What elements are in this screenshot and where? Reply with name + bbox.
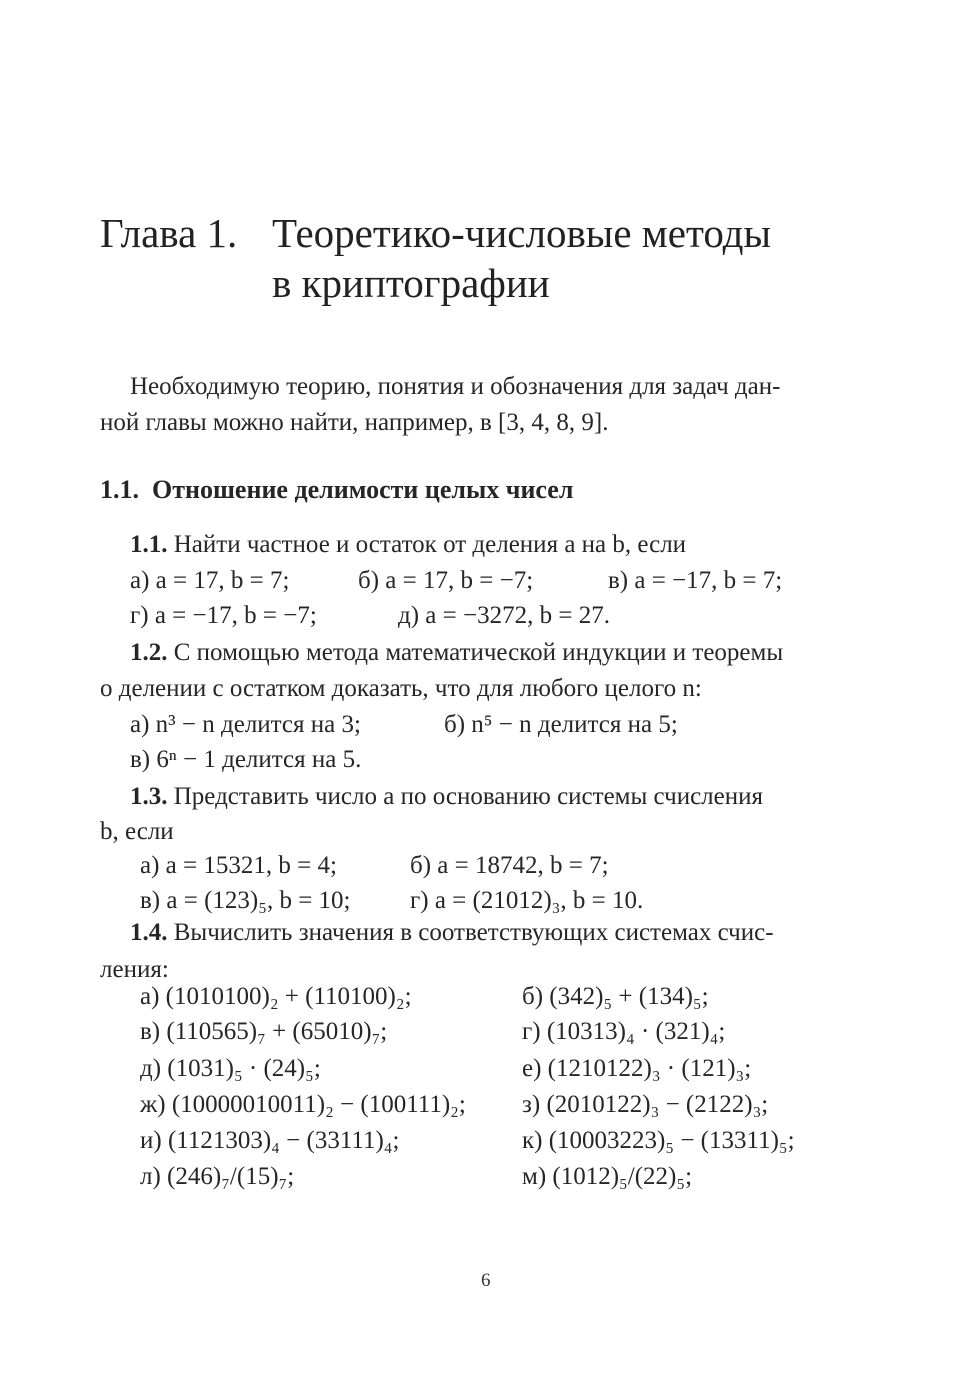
- problem-1-1-statement: [130, 530, 686, 560]
- section-number: 1.1.: [100, 475, 139, 504]
- chapter-title-line2: в криптографии: [272, 260, 550, 306]
- problem-text: Вычислить значения в соответствующих системах счис-: [173, 919, 774, 946]
- problem-1-4-line2: ления:: [100, 956, 169, 983]
- problem-1-3-item-c: в) a = (123)₅, b = 10;: [140, 887, 351, 914]
- intro-line1: Необходимую теорию, понятия и обозначения для задач дан-: [130, 373, 781, 400]
- problem-1-2-item-c: в) 6ⁿ − 1 делится на 5.: [130, 746, 362, 773]
- problem-1-4-item-k: л) (246)₇/(15)₇;: [140, 1163, 295, 1190]
- problem-text: Найти частное и остаток от деления a на b, если: [173, 531, 687, 558]
- problem-1-3-statement: [130, 782, 763, 812]
- problem-number: 1.4.: [130, 919, 168, 946]
- problem-number: 1.2.: [130, 639, 168, 666]
- problem-1-1-item-a: а) a = 17, b = 7;: [130, 567, 290, 594]
- section-heading: [100, 475, 573, 505]
- chapter-label: Глава 1.: [100, 210, 238, 256]
- problem-1-1-item-e: д) a = −3272, b = 27.: [398, 602, 610, 629]
- problem-number: 1.3.: [130, 783, 168, 810]
- problem-1-2-line2: о делении с остатком доказать, что для любого целого n:: [100, 675, 702, 702]
- problem-1-1-item-c: в) a = −17, b = 7;: [608, 567, 783, 594]
- problem-1-4-item-g: ж) (10000010011)₂ − (100111)₂;: [140, 1091, 466, 1118]
- problem-text: С помощью метода математической индукции и теоремы: [173, 639, 784, 666]
- problem-1-1-item-d: г) a = −17, b = −7;: [130, 602, 317, 629]
- problem-1-2-statement: [130, 638, 783, 668]
- problem-1-3-item-a: а) a = 15321, b = 4;: [140, 852, 337, 879]
- problem-1-4-item-b: б) (342)₅ + (134)₅;: [522, 983, 709, 1010]
- problem-1-4-item-h: з) (2010122)₃ − (2122)₃;: [522, 1091, 769, 1118]
- problem-1-4-item-j: к) (10003223)₅ − (13311)₅;: [522, 1127, 795, 1154]
- problem-1-4-item-c: в) (110565)₇ + (65010)₇;: [140, 1018, 388, 1045]
- problem-1-4-item-e: д) (1031)₅ · (24)₅;: [140, 1055, 321, 1082]
- problem-1-3-line2: b, если: [100, 818, 174, 845]
- problem-1-4-statement: [130, 918, 774, 948]
- problem-1-3-item-b: б) a = 18742, b = 7;: [410, 852, 609, 879]
- problem-1-3-item-d: г) a = (21012)₃, b = 10.: [410, 887, 644, 914]
- problem-1-4-item-a: а) (1010100)₂ + (110100)₂;: [140, 983, 412, 1010]
- problem-1-4-item-d: г) (10313)₄ · (321)₄;: [522, 1018, 726, 1045]
- problem-1-4-item-l: м) (1012)₅/(22)₅;: [522, 1163, 693, 1190]
- problem-1-2-item-b: б) n⁵ − n делится на 5;: [444, 711, 678, 738]
- section-title: Отношение делимости целых чисел: [152, 475, 574, 504]
- page-number: 6: [481, 1270, 491, 1291]
- intro-line2: ной главы можно найти, например, в [3, 4, 8, 9].: [100, 409, 609, 436]
- problem-number: 1.1.: [130, 531, 168, 558]
- problem-1-4-item-f: е) (1210122)₃ · (121)₃;: [522, 1055, 752, 1082]
- chapter-title-line1: Теоретико-числовые методы: [272, 210, 772, 256]
- problem-1-4-item-i: и) (1121303)₄ − (33111)₄;: [140, 1127, 400, 1154]
- problem-1-1-item-b: б) a = 17, b = −7;: [358, 567, 534, 594]
- problem-1-2-item-a: а) n³ − n делится на 3;: [130, 711, 361, 738]
- problem-text: Представить число a по основанию системы счисления: [173, 783, 764, 810]
